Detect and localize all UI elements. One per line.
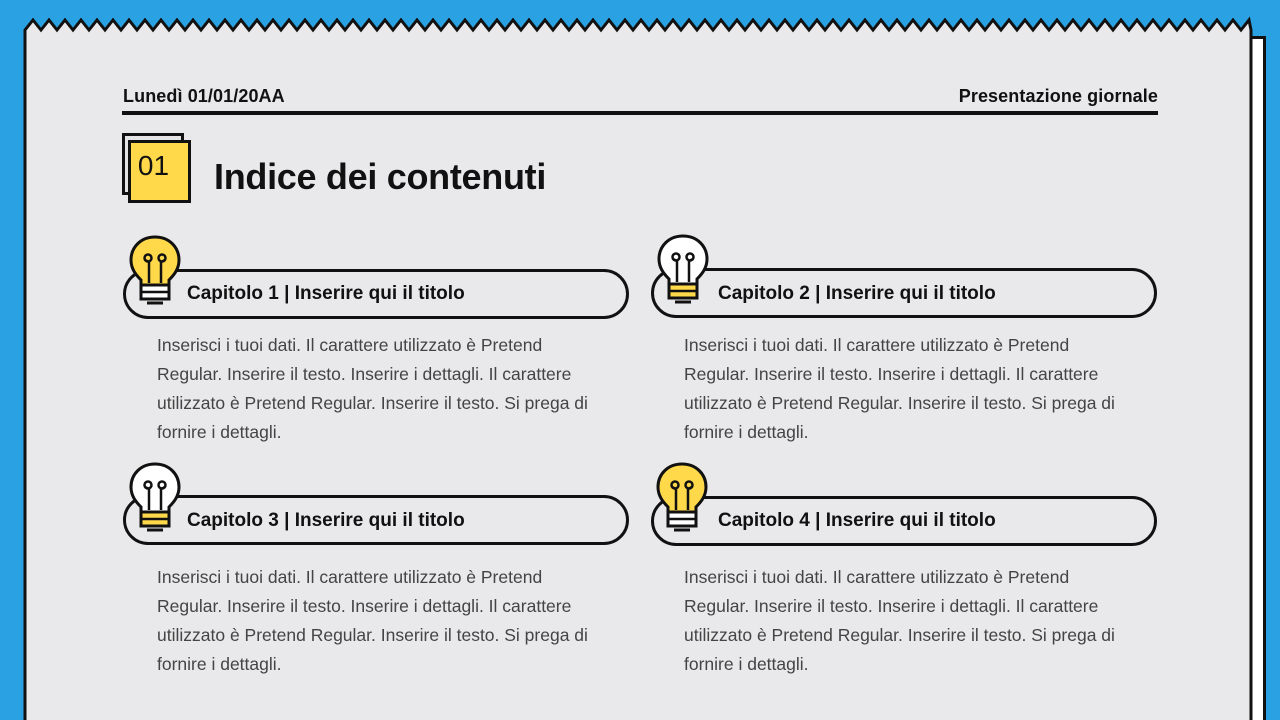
lightbulb-icon (127, 233, 183, 307)
lightbulb-icon (127, 460, 183, 534)
lightbulb-icon (654, 460, 710, 534)
chapter-1-title: Capitolo 1 | Inserire qui il titolo (187, 283, 465, 304)
chapter-2-body: Inserisci i tuoi dati. Il carattere utilizzato è Pretend Regular. Inserire il testo. Inserire i dettagli. Il carattere utilizzato è Pretend Regular. Inserire il testo. Si prega di fornire i dettagli. (684, 335, 1115, 442)
chapter-3-body: Inserisci i tuoi dati. Il carattere utilizzato è Pretend Regular. Inserire il testo. Inserire i dettagli. Il carattere utilizzato è Pretend Regular. Inserire il testo. Si prega di fornire i dettagli. (157, 567, 588, 674)
chapter-4-body: Inserisci i tuoi dati. Il carattere utilizzato è Pretend Regular. Inserire il testo. Inserire i dettagli. Il carattere utilizzato è Pretend Regular. Inserire il testo. Si prega di fornire i dettagli. (684, 567, 1115, 674)
page-title: Indice dei contenuti (214, 156, 547, 197)
chapter-3-title: Capitolo 3 | Inserire qui il titolo (187, 510, 465, 531)
lightbulb-icon (655, 232, 711, 306)
section-number-badge (128, 140, 191, 203)
header-date: Lunedì 01/01/20AA (123, 86, 285, 106)
header-title: Presentazione giornale (958, 86, 1158, 106)
chapter-2-title: Capitolo 2 | Inserire qui il titolo (718, 283, 996, 304)
section-number: 01 (137, 149, 170, 181)
chapter-1-body: Inserisci i tuoi dati. Il carattere utilizzato è Pretend Regular. Inserire il testo. Inserire i dettagli. Il carattere utilizzato è Pretend Regular. Inserire il testo. Si prega di fornire i dettagli. (157, 335, 588, 442)
header-divider (122, 111, 1158, 115)
chapter-4-title: Capitolo 4 | Inserire qui il titolo (718, 510, 996, 531)
